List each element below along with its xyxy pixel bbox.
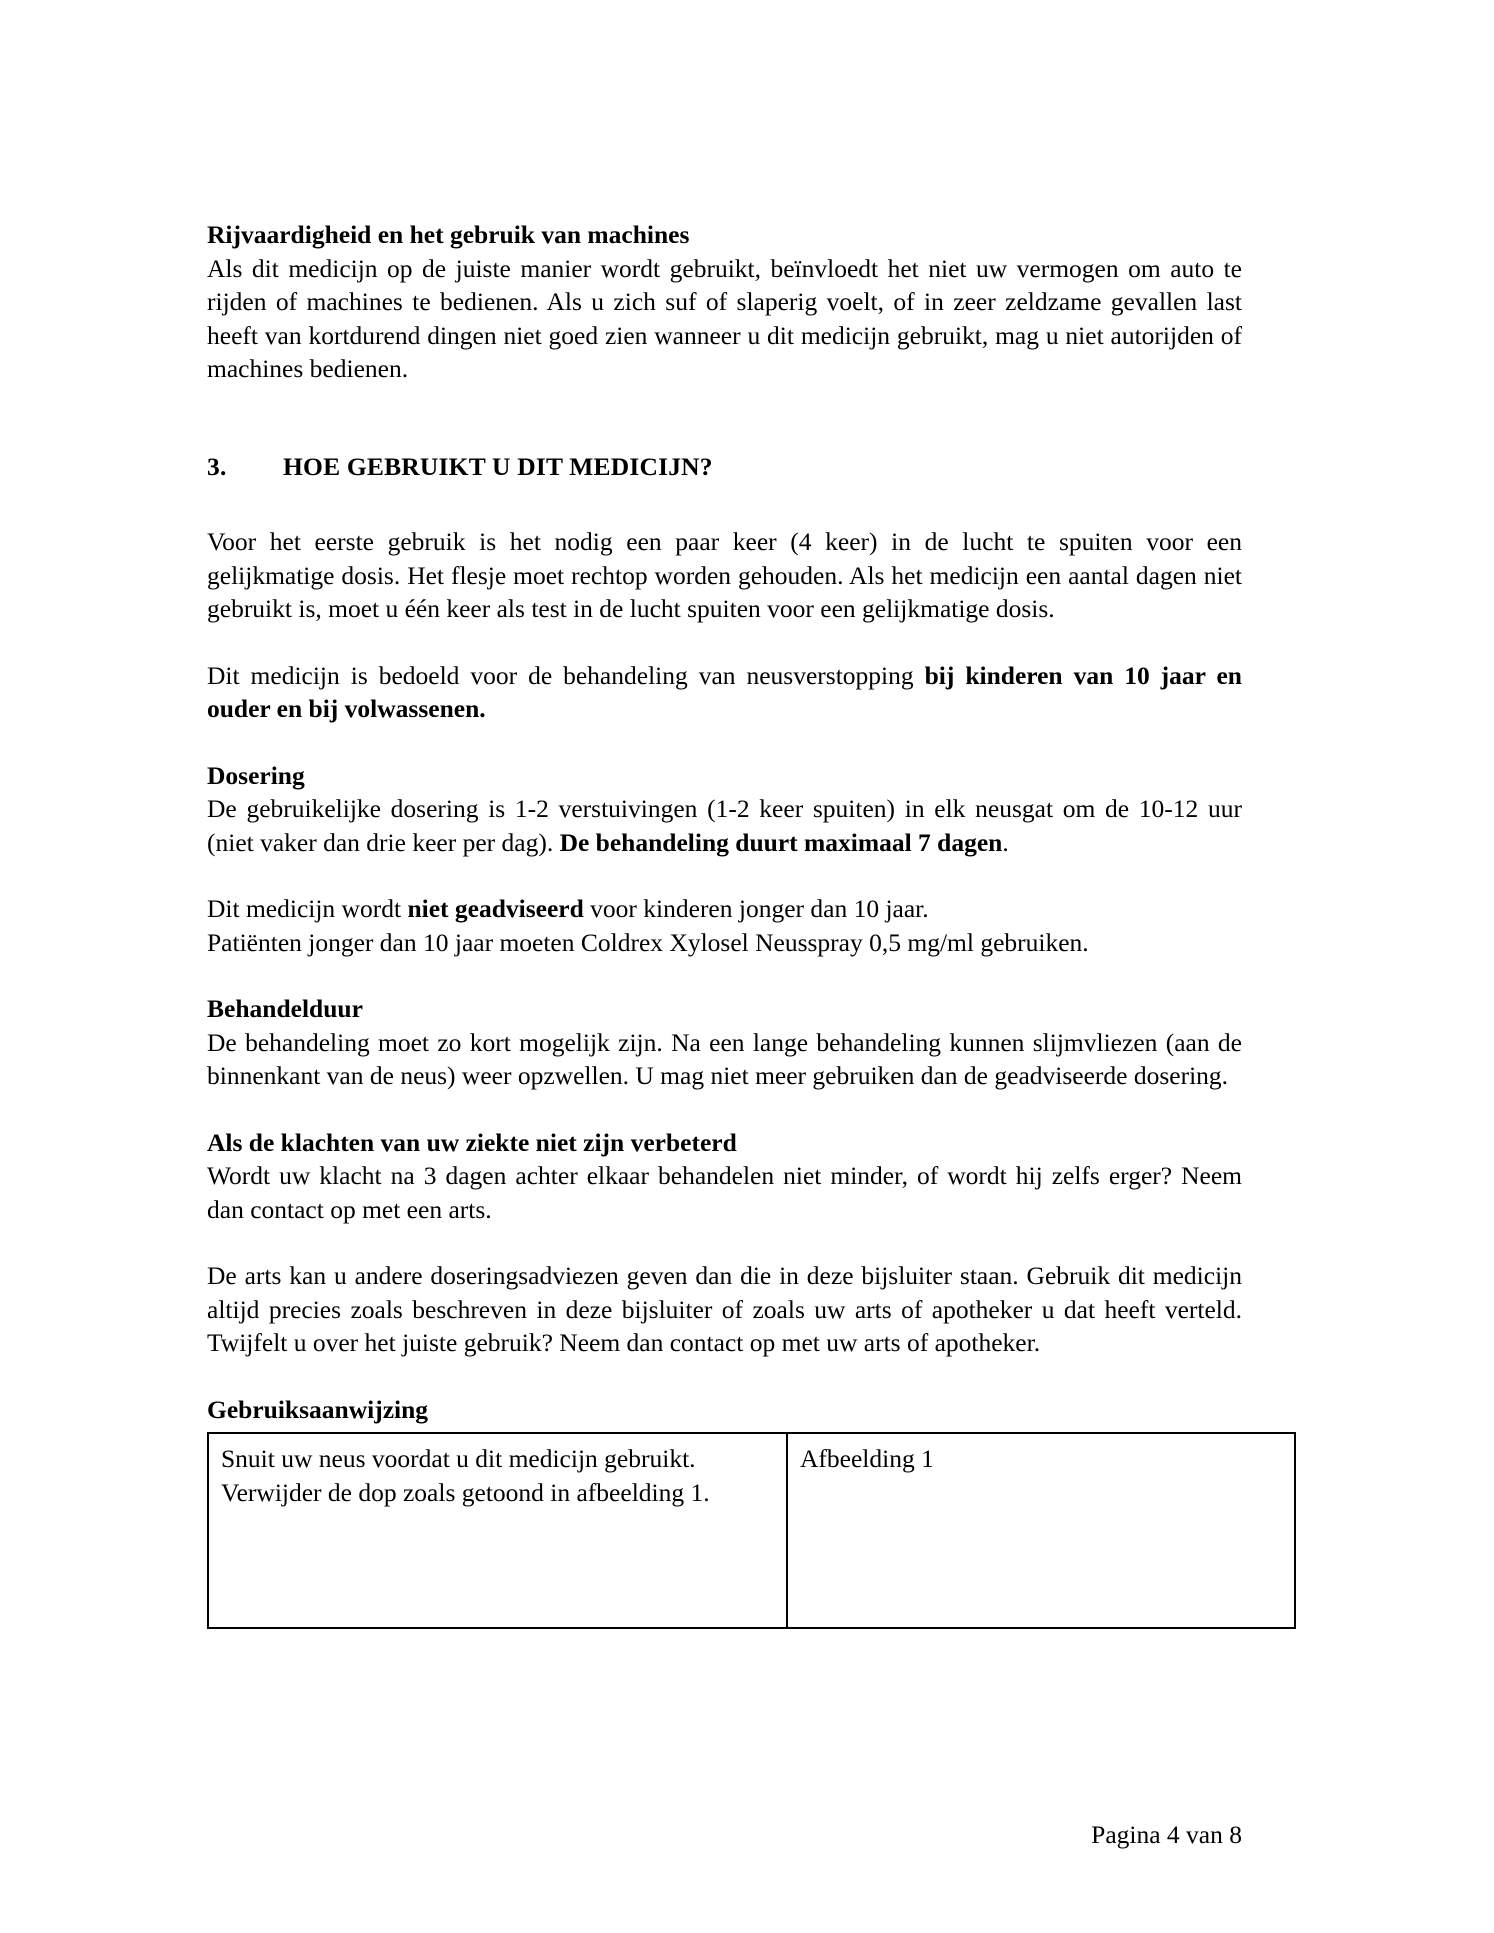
spacer xyxy=(207,959,1242,992)
page-footer: Pagina 4 van 8 xyxy=(1091,1820,1242,1849)
not-advised-emphasis: niet geadviseerd xyxy=(407,894,584,923)
page-content xyxy=(207,218,1242,1629)
instructions-table-body xyxy=(208,1433,1295,1628)
priming-paragraph: Voor het eerste gebruik is het nodig een paar keer (4 keer) in de lucht te spuiten voor een gelijkmatige dosis. Het flesje moet rechtop worden gehouden. Als het medicijn een aantal dagen niet gebruikt is, moet u één keer als test in de lucht spuiten voor een gelijkmatige dosis. xyxy=(207,527,1242,623)
dosing-text-end: . xyxy=(1002,827,1009,857)
doctor-advice-paragraph: De arts kan u andere doseringsadviezen geven dan die in deze bijsluiter staan. Gebruik dit medicijn altijd precies zoals beschreven in deze bijsluiter of zoals uw arts of apotheker u dat heeft verteld. Twijfelt u over het juiste gebruik? Neem dan contact op met uw arts of apotheker. xyxy=(207,1261,1242,1357)
section-3-title: HOE GEBRUIKT U DIT MEDICIJN? xyxy=(283,451,713,481)
not-advised-text: Dit medicijn wordt xyxy=(207,894,408,923)
no-improvement-paragraph: Wordt uw klacht na 3 dagen achter elkaar behandelen niet minder, of wordt hij zelfs erger? Neem dan contact op met een arts. xyxy=(207,1161,1242,1224)
no-improvement-heading: Als de klachten van uw ziekte niet zijn verbeterd xyxy=(207,1127,737,1157)
spacer xyxy=(207,859,1242,892)
indication-paragraph xyxy=(207,659,1242,726)
spacer xyxy=(207,386,1242,450)
spacer xyxy=(207,726,1242,759)
treatment-duration-heading: Behandelduur xyxy=(207,994,363,1023)
spacer xyxy=(207,1226,1242,1259)
table-row xyxy=(208,1433,1295,1628)
instructions-heading: Gebruiksaanwijzing xyxy=(207,1394,429,1424)
spacer xyxy=(207,483,1242,525)
indication-text: Dit medicijn is bedoeld voor de behandeling van neusverstopping xyxy=(207,660,925,690)
treatment-duration-paragraph: De behandeling moet zo kort mogelijk zijn. Na een lange behandeling kunnen slijmvliezen (aan de binnenkant van de neus) weer opzwellen. U mag niet meer gebruiken dan de geadviseerde dosering. xyxy=(207,1027,1242,1090)
dosing-paragraph xyxy=(207,792,1242,859)
driving-paragraph: Als dit medicijn op de juiste manier wordt gebruikt, beïnvloedt het niet uw vermogen om auto te rijden of machines te bedienen. Als u zich suf of slaperig voelt, of in zeer zeldzame gevallen last heeft van kortdurend dingen niet goed zien wanneer u dit medicijn gebruikt, mag u niet autorijden of machines bedienen. xyxy=(207,253,1242,383)
driving-heading: Rijvaardigheid en het gebruik van machines xyxy=(207,220,690,249)
section-3-number: 3. xyxy=(207,451,227,481)
spacer xyxy=(207,1360,1242,1393)
dosing-text: De gebruikelijke dosering is 1-2 verstuivingen (1-2 keer spuiten) in elk neusgat om de 10-12 uur (niet vaker dan drie keer per dag). xyxy=(207,794,1242,857)
figure-cell: Afbeelding 1 xyxy=(787,1433,1295,1628)
spacer xyxy=(207,1093,1242,1126)
instructions-table xyxy=(207,1432,1296,1629)
indication-emphasis: bij kinderen van 10 jaar en ouder en bij volwassenen. xyxy=(207,660,1242,723)
not-advised-text-end: voor kinderen jonger dan 10 jaar. xyxy=(583,894,929,923)
spacer xyxy=(207,626,1242,659)
instruction-cell: Snuit uw neus voordat u dit medicijn gebruikt. Verwijder de dop zoals getoond in afbeelding 1. xyxy=(208,1433,787,1628)
dosing-heading: Dosering xyxy=(207,760,305,790)
alternative-product-line: Patiënten jonger dan 10 jaar moeten Coldrex Xylosel Neusspray 0,5 mg/ml gebruiken. xyxy=(207,927,1089,957)
section-3-heading xyxy=(207,450,1242,484)
not-advised-paragraph xyxy=(207,892,1242,926)
dosing-emphasis: De behandeling duurt maximaal 7 dagen xyxy=(559,827,1003,857)
